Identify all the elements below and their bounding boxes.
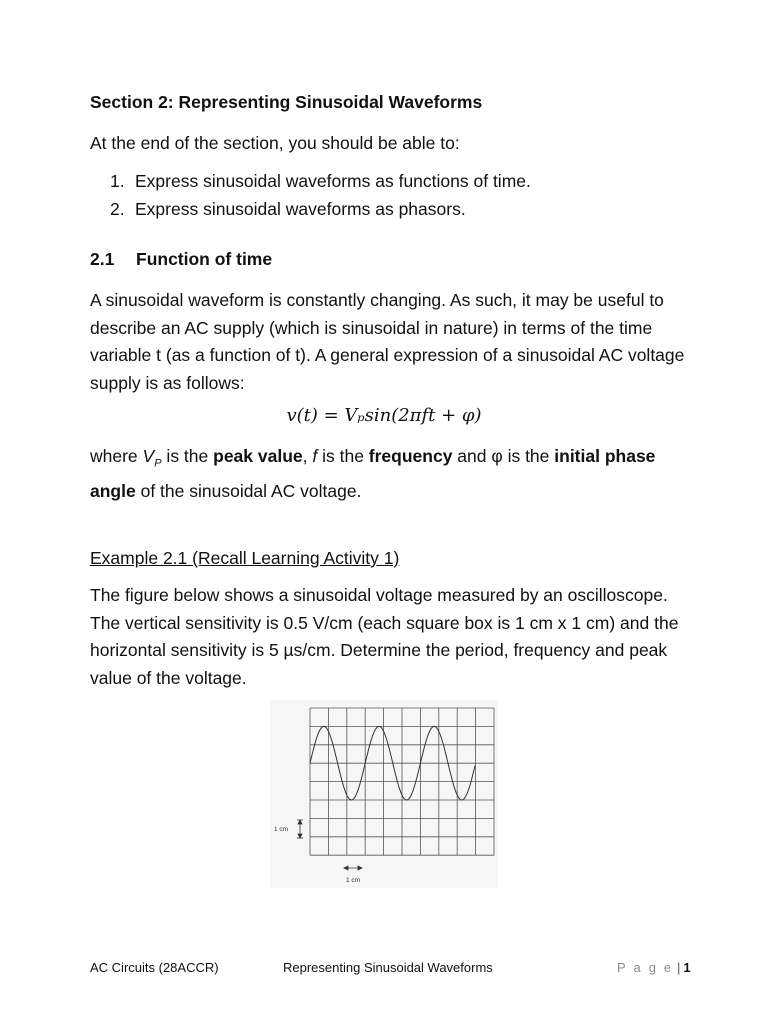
section-title: Section 2: Representing Sinusoidal Waveforms (90, 92, 483, 112)
peak-value-term: peak value (213, 446, 303, 466)
subsection-number: 2.1 (90, 249, 115, 269)
vp-symbol: $V_P$ (142, 446, 162, 470)
frequency-term: frequency (368, 446, 453, 466)
objectives-list (110, 168, 531, 223)
objective-text: Express sinusoidal waveforms as functions of time. (135, 171, 531, 191)
objective-number: 1. (110, 171, 125, 191)
section-intro: At the end of the section, you should be able to: (90, 133, 460, 153)
voltage-formula: v(t) = Vₚsin(2πft + φ) (286, 405, 482, 426)
vertical-scale-label: 1 cm (274, 826, 289, 833)
initial-phase-term: initial phase angle (90, 446, 656, 501)
objective-item (110, 168, 531, 196)
formula-explanation: where $V_P$ is the peak value, f is the frequency and φ is the initial phase angle of the sinusoidal AC voltage. (90, 446, 656, 501)
objective-text: Express sinusoidal waveforms as phasors. (135, 198, 466, 219)
f-symbol: f (312, 446, 318, 466)
objective-item (110, 196, 531, 224)
oscilloscope-graphic (270, 700, 498, 888)
footer-topic: Representing Sinusoidal Waveforms (283, 960, 493, 975)
page-number: 1 (683, 960, 691, 975)
footer-page-number (617, 958, 691, 978)
function-of-time-paragraph: A sinusoidal waveform is constantly changing. As such, it may be useful to describe an AC supply (which is sinusoidal in nature) in terms of the time variable t (as a function of t). A general expression of a sinusoidal AC voltage supply is as follows: (90, 290, 685, 393)
example-title: Example 2.1 (Recall Learning Activity 1) (90, 548, 400, 568)
page-label: P a g e (617, 960, 674, 975)
subsection-title: Function of time (136, 249, 273, 269)
oscilloscope-figure (270, 700, 498, 888)
page-separator: | (677, 960, 681, 975)
horizontal-scale-label: 1 cm (346, 877, 361, 884)
example-paragraph: The figure below shows a sinusoidal voltage measured by an oscilloscope. The vertical sensitivity is 0.5 V/cm (each square box is 1 cm x 1 cm) and the horizontal sensitivity is 5 µs/cm. Determine the period, frequency and peak value of the voltage. (90, 585, 679, 688)
objective-number: 2. (110, 198, 125, 219)
footer-course: AC Circuits (28ACCR) (90, 960, 219, 975)
